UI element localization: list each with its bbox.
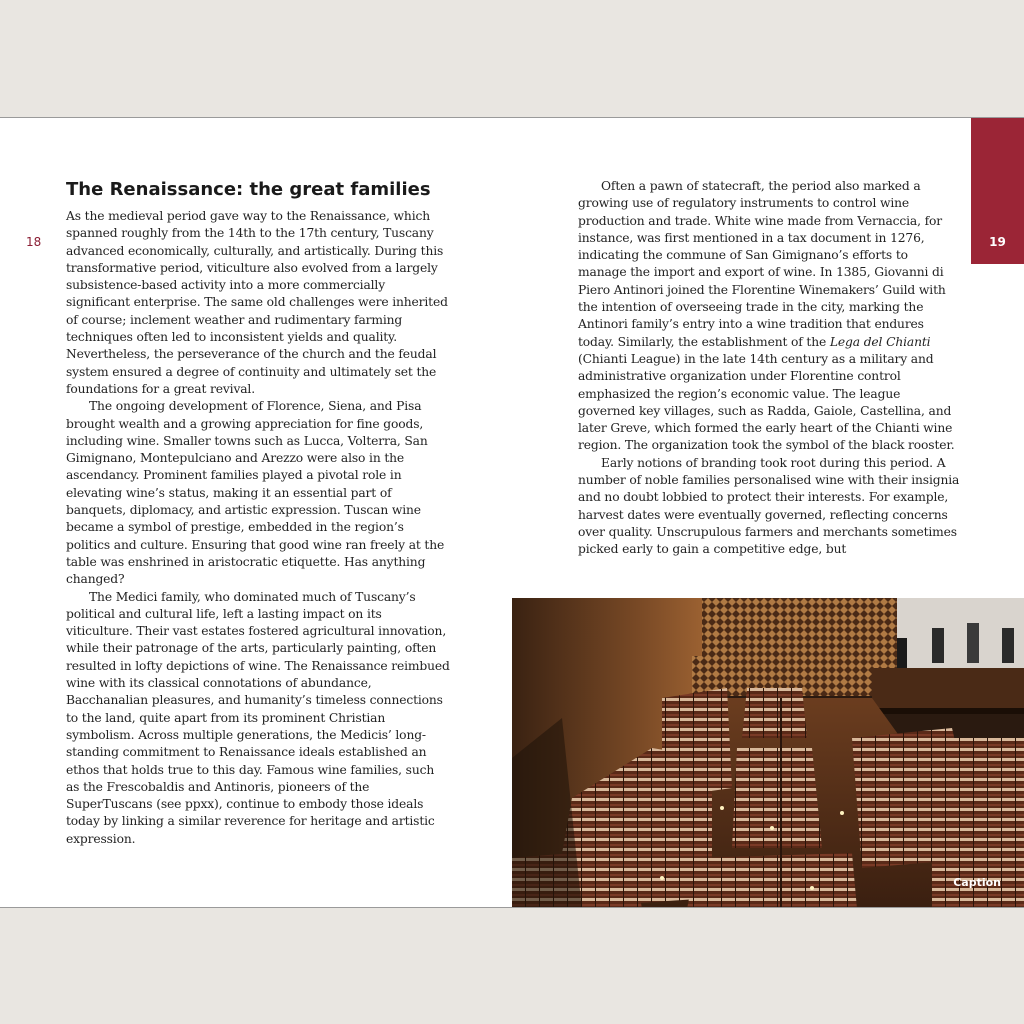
book-spread (0, 117, 1024, 908)
page-number-right: 19 (989, 235, 1006, 249)
barrel-cellar-illustration (512, 598, 1024, 908)
paragraph: The ongoing development of Florence, Siena, and Pisa brought wealth and a growing appreciation for fine goods, including wine. Smaller towns such as Lucca, Volterra, San Gimignano, Montepulciano and Arezzo were also in the ascendancy. Prominent families played a pivotal role in elevating wine’s status, making it an essential part of banquets, diplomacy, and artistic expression. Tuscan wine became a symbol of prestige, embedded in the region’s politics and culture. Ensuring that good wine ran freely at the table was enshrined in aristocratic etiquette. Has anything changed? (66, 399, 445, 587)
page-number-left: 18 (26, 235, 42, 249)
paragraph-text: (Chianti League) in the late 14th century as a military and administrative organization under Florentine control emphasized the region’s economic value. The league governed key villages, such as Radda, Gaiole, Castellina, and later Greve, which formed the early heart of the Chianti wine region. The organization took the symbol of the black rooster. (578, 351, 955, 453)
paragraph (578, 178, 960, 455)
paragraph: The Medici family, who dominated much of Tuscany’s political and cultural life, left a lasting impact on its viticulture. Their vast estates fostered agricultural innovation, while their patronage of the arts, particularly painting, often resulted in lofty depictions of wine. The Renaissance reimbued wine with its classical connotations of abundance, Bacchanalian pleasures, and humanity’s timeless connections to the land, quite apart from its prominent Christian symbolism. Across multiple generations, the Medicis’ long-standing commitment to Renaissance ideals established an ethos that holds true to this day. Famous wine families, such as the Frescobaldis and Antinoris, pioneers of the SuperTuscans (see ppxx), continue to embody those ideals today by linking a similar reverence for heritage and artistic expression. (66, 589, 450, 846)
section-heading: The Renaissance: the great families (66, 179, 431, 200)
left-column (66, 178, 451, 848)
photo-caption: Caption (953, 876, 1001, 889)
cellar-photo (512, 598, 1024, 908)
italic-term: Lega del Chianti (829, 334, 931, 349)
chapter-tab (971, 118, 1024, 264)
paragraph: Early notions of branding took root during this period. A number of noble families personalised wine with their insignia and no doubt lobbied to protect their interests. For example, harvest dates were eventually governed, reflecting concerns over quality. Unscrupulous farmers and merchants sometimes picked early to gain a competitive edge, but (578, 455, 960, 557)
paragraph: As the medieval period gave way to the Renaissance, which spanned roughly from the 14th to the 17th century, Tuscany advanced economically, culturally, and artistically. During this transformative period, viticulture also evolved from a largely subsistence-based activity into a more commercially significant enterprise. The same old challenges were inherited of course; inclement weather and rudimentary farming techniques often led to inconsistent yields and quality. Nevertheless, the perseverance of the church and the feudal system ensured a degree of continuity and ultimately set the foundations for a great revival. (66, 209, 448, 396)
right-column (578, 178, 960, 559)
paragraph-text: Often a pawn of statecraft, the period also marked a growing use of regulatory instruments to control wine production and trade. White wine made from Vernaccia, for instance, was first mentioned in a tax document in 1276, indicating the commune of San Gimignano’s efforts to manage the import and export of wine. In 1385, Giovanni di Piero Antinori joined the Florentine Winemakers’ Guild with the intention of overseeing trade in the city, marking the Antinori family’s entry into a wine tradition that endures today. Similarly, the establishment of the (578, 179, 946, 349)
